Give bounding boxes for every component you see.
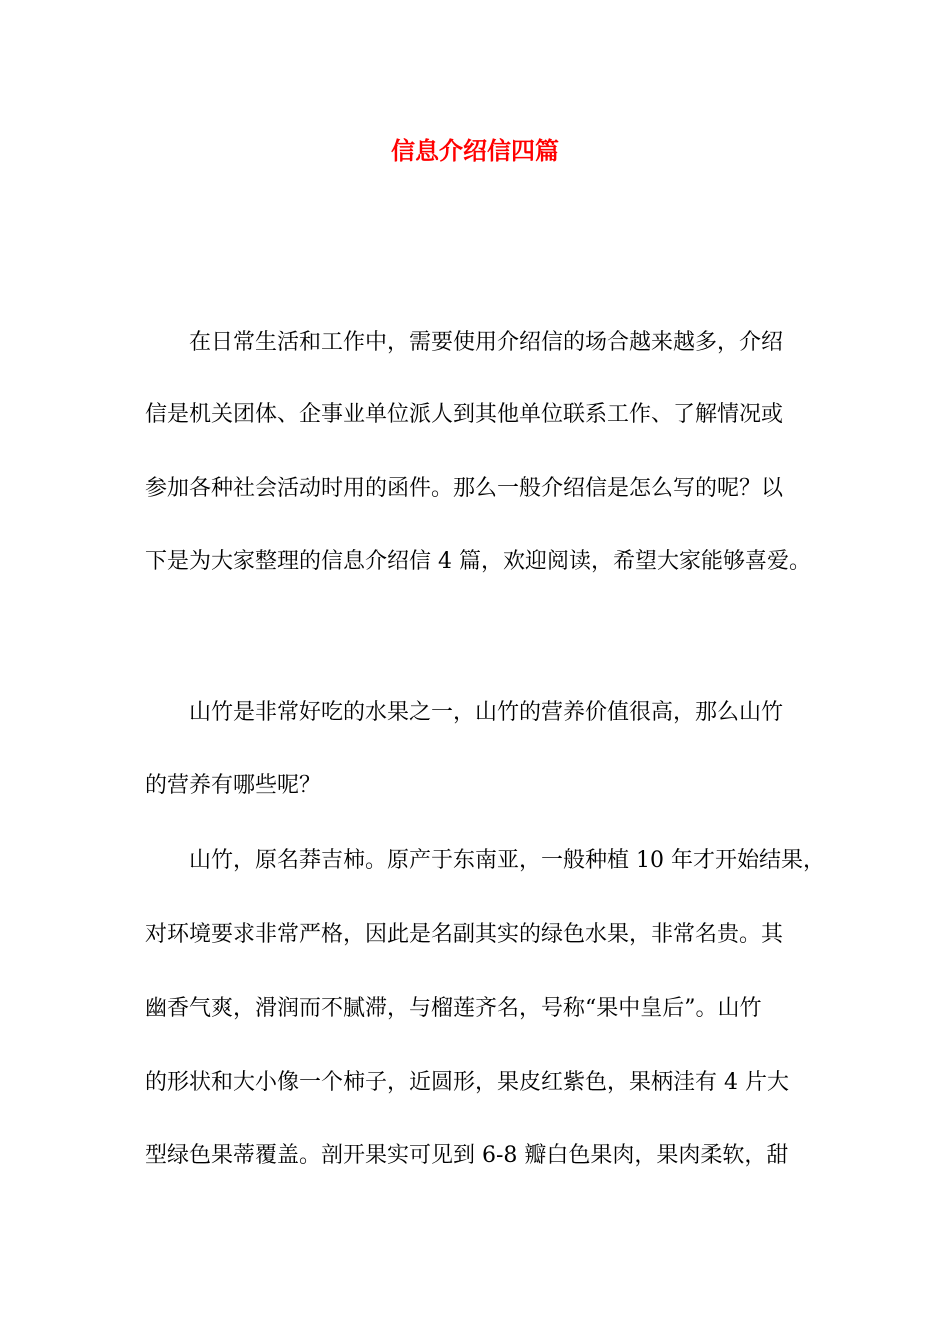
document-title: 信息介绍信四篇	[391, 137, 559, 165]
paragraph-1-line-1: 在日常生活和工作中，需要使用介绍信的场合越来越多，介绍	[189, 330, 784, 355]
paragraph-3-line-1: 山竹，原名莽吉柿。原产于东南亚，一般种植 10 年才开始结果，	[189, 848, 825, 873]
paragraph-3-line-3: 幽香气爽，滑润而不腻滞，与榴莲齐名，号称“果中皇后”。山竹	[145, 996, 762, 1021]
paragraph-1-line-4: 下是为大家整理的信息介绍信 4 篇，欢迎阅读，希望大家能够喜爱。	[145, 549, 811, 574]
paragraph-1-line-2: 信是机关团体、企事业单位派人到其他单位联系工作、了解情况或	[145, 402, 784, 427]
paragraph-2-line-2: 的营养有哪些呢？	[145, 773, 322, 798]
paragraph-3-line-2: 对环境要求非常严格，因此是名副其实的绿色水果，非常名贵。其	[145, 922, 784, 947]
paragraph-3-line-4: 的形状和大小像一个柿子，近圆形，果皮红紫色，果柄洼有 4 片大	[145, 1070, 789, 1095]
paragraph-2-line-1: 山竹是非常好吃的水果之一，山竹的营养价值很高，那么山竹	[189, 700, 784, 725]
paragraph-1-line-3: 参加各种社会活动时用的函件。那么一般介绍信是怎么写的呢？以	[145, 476, 784, 501]
paragraph-3-line-5: 型绿色果蒂覆盖。剖开果实可见到 6-8 瓣白色果肉，果肉柔软，甜	[145, 1143, 789, 1168]
